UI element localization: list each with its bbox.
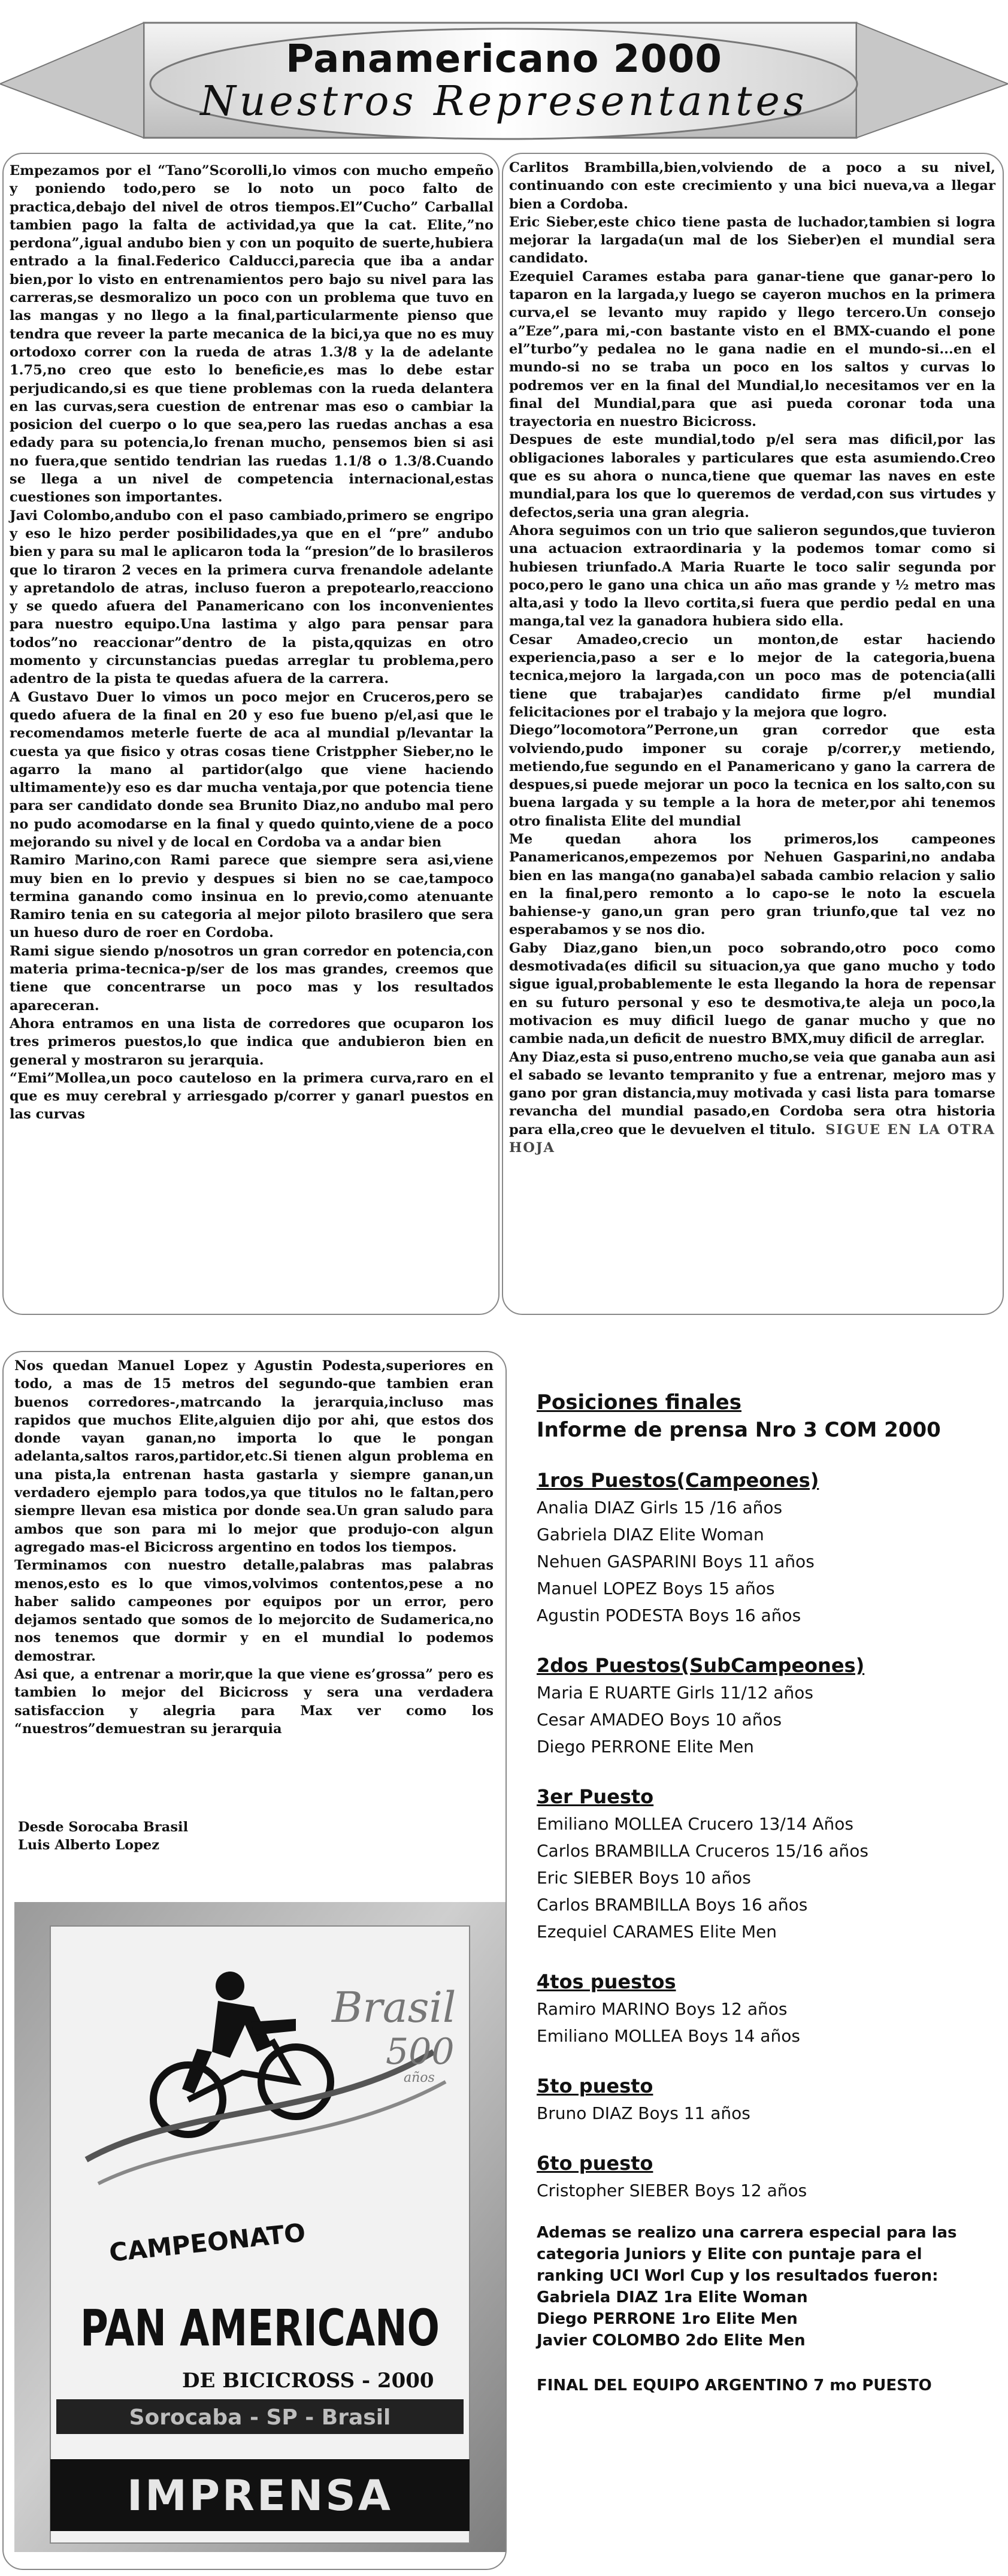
event-poster-photo (14, 1902, 505, 2552)
page-title: Panamericano 2000 (286, 37, 722, 81)
paragraph: Ahora seguimos con un trio que salieron segundos,que tuvieron una actuacion extraordinaria y la podemos tomar como si hubiesen triunfado.A Maria Ruarte le toco salir segunda por poco,pero le gano una chica un año mas grande y ½ metro mas alta,asi y todo la llevo cortita,si fuera que perdio pedal en una manga,tal vez la ganadora hubiera sido ella. (509, 522, 995, 630)
paragraph: Nos quedan Manuel Lopez y Agustin Podesta,superiores en todo, a mas de 15 metros del segundo-que tambien eran buenos corredores-,matrcando la jerarquia,incluso mas rapidos que muchos Elite,alguien dijo por ahi, que estos dos donde vayan ganan,no importa lo que le pongan adelanta,saltos raros,partidor,etc.Si tienen algun problema en una pista,la entrenan hasta gastarla y siempre ganan,un verdadero ejemplo para todos,ya que titulos no le faltan,pero siempre llevan esa mistica por donde sea.Un gran saludo para ambos que son para mi lo mejor que produjo-con algun agregado mas-el Bicicross argentino en todos los tiempos. (14, 1358, 494, 1555)
paragraph: Eric Sieber,este chico tiene pasta de luchador,tambien si logra mejorar la largada(un mal de los Sieber)en el mundial sera candidato. (509, 214, 995, 267)
results-section-heading: 4tos puestos (537, 1970, 676, 1993)
results-item: Diego PERRONE Elite Men (537, 1737, 754, 1756)
results-item: Cesar AMADEO Boys 10 años (537, 1710, 782, 1730)
continue-link[interactable]: SIGUE EN LA OTRA HOJA (509, 1121, 995, 1156)
results-item: Carlos BRAMBILLA Boys 16 años (537, 1895, 808, 1915)
results-section-heading: 1ros Puestos(Campeones) (537, 1469, 819, 1492)
poster-line4: Sorocaba - SP - Brasil (129, 2405, 391, 2430)
results-section-heading: 3er Puesto (537, 1785, 654, 1808)
paragraph: A Gustavo Duer lo vimos un poco mejor en Cruceros,pero se quedo afuera de la final en 20 y eso fue bueno p/el,asi que le recomendamos meterle fuerte de aca al mundial p/levantar la cuesta ya que fisico y otras cosas tiene Cristppher Sieber,no le agarro la mano al partidor(algo que viene haciendo ultimamente)y eso es dar mucha ventaja,por que potencia tiene para ser candidato donde sea Brunito Diaz,no andubo mal pero no pudo acomodarse en la final y quedo quinto,viene de a poco mejorando su nivel y de local en Cordoba va a andar bien (10, 689, 494, 850)
paragraph: Carlitos Brambilla,bien,volviendo de a poco a su nivel, continuando con este crecimiento y una bici nueva,va a llegar bien a Cordoba. (509, 160, 995, 212)
results-item: Maria E RUARTE Girls 11/12 años (537, 1683, 813, 1703)
results-section-heading: 2dos Puestos(SubCampeones) (537, 1654, 865, 1677)
results-item: Carlos BRAMBILLA Cruceros 15/16 años (537, 1841, 868, 1861)
paragraph: Gaby Diaz,gano bien,un poco sobrando,otro poco como desmotivada(es dificil su situacion,ya que gano mucho y todo sigue igual,probablemente le esta llegando la hora de repensar en su futuro personal y eso te desmotiva,te aleja un poco,la motivacion es muy dificil luego de ganar mucho y que no cambie nada,un deficit de nuestro BMX,muy dificil de arreglar. (509, 940, 995, 1047)
paragraph: Cesar Amadeo,crecio un monton,de estar haciendo experiencia,paso a ser e lo mejor de la categoria,buena tecnica,mejoro la largada,con un poco mas de potencia(alli tiene que trabajar)es candidato firme p/el mundial felicitaciones por el trabajo y la mejora que logro. (509, 631, 995, 720)
results-item: Bruno DIAZ Boys 11 años (537, 2103, 750, 2123)
note: Diego PERRONE 1ro Elite Men (537, 2310, 798, 2328)
article-column-3 (14, 1357, 494, 1738)
results-item: Emiliano MOLLEA Crucero 13/14 Años (537, 1814, 853, 1834)
paragraph-text: Any Diaz,esta si puso,entreno mucho,se veia que ganaba aun asi el sabado se levanto tempranito y fue a entrenar, mejoro mas y gano por gran distancia,muy motivada y casi lista para tomarse revancha del mundial pasado,en Cordoba sera otra historia para ella,creo que le devuelven el titulo. (509, 1049, 995, 1138)
byline-author: Luis Alberto Lopez (18, 1837, 160, 1853)
poster-footer: IMPRENSA (127, 2471, 393, 2520)
paragraph: Me quedan ahora los primeros,los campeones Panamericanos,empezemos por Nehuen Gasparini,no andaba bien en las manga(no ganaba)el sabada cambio relacion y salio en la final,pero remonto a lo capo-se le noto la escuela bahiense-y gano,un gran pero gran triunfo,que tal vez no esperabamos y se nos dio. (509, 831, 995, 938)
article-column-2 (509, 159, 995, 1157)
results-item: Gabriela DIAZ Elite Woman (537, 1525, 764, 1544)
poster-number: 500 (386, 2031, 455, 2073)
results-item: Analia DIAZ Girls 15 /16 años (537, 1498, 783, 1517)
paragraph: Despues de este mundial,todo p/el sera mas dificil,por las obligaciones laborales y particulares que esta asumiendo.Creo que es su ahora o nunca,tiene que quemar las naves en este mundial,para los que lo queremos de verdad,con sus virtudes y defectos,seria una gran alegria. (509, 432, 995, 521)
note: Gabriela DIAZ 1ra Elite Woman (537, 2288, 808, 2306)
page-subtitle: Nuestros Representantes (200, 78, 808, 125)
results-item: Agustin PODESTA Boys 16 años (537, 1606, 801, 1625)
paragraph: Asi que, a entrenar a morir,que la que viene es’grossa” pero es tambien lo mejor del Bicicross y sera una verdadera satisfaccion y alegria para Max ver como los “nuestros”demuestran su jerarquia (14, 1667, 494, 1737)
paragraph: Terminamos con nuestro detalle,palabras mas palabras menos,esto es lo que vimos,volvimos contentos,pese a no haber salido campeones por equipos por un error, pero dejamos sentado que somos de lo mejorcito de Sudamerica,no nos tenemos que dormir y en el mundial lo podemos demostrar. (14, 1558, 494, 1664)
article-column-1 (10, 162, 494, 1124)
results-item: Ezequiel CARAMES Elite Men (537, 1922, 777, 1942)
byline-location: Desde Sorocaba Brasil (18, 1819, 189, 1835)
results-section-heading: 6to puesto (537, 2152, 653, 2175)
results-item: Cristopher SIEBER Boys 12 años (537, 2181, 807, 2200)
results-item: Emiliano MOLLEA Boys 14 años (537, 2026, 800, 2046)
results-notes (537, 2222, 986, 2351)
paragraph: Ramiro Marino,con Rami parece que siempre sera asi,viene muy bien en lo previo y despues si bien no se cae,tampoco termina ganando como insinua en lo previo,como atenuante Ramiro tenia en su categoria al mejor piloto brasilero que sera un hueso duro de roer en Cordoba. (10, 852, 494, 941)
poster-brand: Brasil (332, 1983, 456, 2032)
paragraph: “Emi”Mollea,un poco cauteloso en la primera curva,raro en el que es muy cerebral y arriesgado p/correr y ganarl puestos en las curvas (10, 1070, 494, 1123)
results-title: Posiciones finales (537, 1390, 741, 1414)
final-team-position: FINAL DEL EQUIPO ARGENTINO 7 mo PUESTO (537, 2377, 932, 2394)
paragraph: Ahora entramos en una lista de corredores que ocuparon los tres primeros puestos,lo que indica que andubieron bien en general y mostraron su jerarquia. (10, 1015, 494, 1068)
poster-line2: PAN AMERICANO (80, 2299, 440, 2357)
byline (18, 1818, 188, 1854)
poster-line3: DE BICICROSS - 2000 (182, 2369, 434, 2393)
paragraph: Diego”locomotora”Perrone,un gran corredor que esta volviendo,pudo imponer su coraje p/correr,y metiendo, metiendo,fue segundo en el Panamericano y gano la carrera de despues,si puede mejorar un poco la tecnica en los salto,con su buena largada y su temple a la hora de meter,por ahi tenemos otro finalista Elite del mundial (509, 722, 995, 829)
paragraph: Empezamos por el “Tano”Scorolli,lo vimos con mucho empeño y poniendo todo,pero se lo noto un poco falto de practica,debajo del nivel de otros tiempos.El”Cucho” Carballal tambien pago la falta de actividad,ya que la cat. Elite,”no perdona”,igual andubo bien y con un poquito de suerte,hubiera entrado a la final.Federico Calducci,parecia que iba a andar bien,por lo visto en entrenamientos pero bajo su nivel para las carreras,se desmoralizo un poco con un problema que tuvo en las mangas y no llego a la final,particularmente pienso que tendra que reveer la parte mecanica de la bici,ya que no es muy ortodoxo correr con la rueda de atras 1.3/8 y la de adelante 1.75,no creo que esto lo beneficie,es mas lo debe estar perjudicando,si es que tiene problemas con la rueda delantera en las curvas,sera cuestion de entrenar mas eso o cambiar la posicion del cuerpo o lo que sea,pero las ruedas anchas a esa edady para su potencia,lo frenan mucho, pensemos bien si asi no fuera,que sentido tendrian las ruedas 1.1/8 o 1.3/8.Cuando se llega a un nivel de competencia internacional,estas cuestiones son importantes. (10, 163, 494, 506)
results-subtitle: Informe de prensa Nro 3 COM 2000 (537, 1418, 941, 1442)
results-item: Manuel LOPEZ Boys 15 años (537, 1579, 775, 1598)
results-panel (537, 1389, 986, 2394)
paragraph (509, 1048, 995, 1157)
poster-anos: años (404, 2070, 435, 2085)
results-item: Eric SIEBER Boys 10 años (537, 1868, 751, 1888)
note: Javier COLOMBO 2do Elite Men (537, 2332, 806, 2350)
results-item: Nehuen GASPARINI Boys 11 años (537, 1552, 815, 1571)
poster-line1: CAMPEONATO (107, 2217, 307, 2267)
results-sections (537, 1467, 986, 2204)
paragraph: Javi Colombo,andubo con el paso cambiado,primero se engripo y eso le hizo perder posibilidades,ya que en el “pre” andubo bien y para su mal le aplicaron toda la “presion”de lo brasileros que lo tiraron 2 veces en la primera curva frenandole adelante y apretandolo de atras, incluso fueron a prepotearlo,reacciono y se quedo afuera del Panamericano con los inconvenientes para nuestro equipo.Una lastima y algo para pensar para todos”no reaccionar”dentro de la pista,qquizas en otro momento y circunstancias puedas arreglar tu problema,pero adentro de la pista te quedas afuera de la carrera. (10, 507, 494, 687)
paragraph: Rami sigue siendo p/nosotros un gran corredor en potencia,con materia prima-tecnica-p/ser de los mas grandes, creemos que tiene que concentrarse un poco mas y los resultados apareceran. (10, 943, 494, 1014)
results-section-heading: 5to puesto (537, 2075, 653, 2097)
results-item: Ramiro MARINO Boys 12 años (537, 1999, 788, 2019)
paragraph: Ezequiel Carames estaba para ganar-tiene que ganar-pero lo taparon en la largada,y luego se cayeron muchos en la primera curva,el se levanto muy rapido y llego tercero.Un consejo a”Eze”,para mi,-con bastante visto en el BMX-cuando el pone el”turbo”y pedalea no le gana nadie en el mundo-si...en el mundo-si no se traba un poco en los saltos y curvas lo podremos ver en la final del Mundial,lo necesitamos ver en la final del Mundial,para que asi pueda coronar toda una trayectoria en nuestro Bicicross. (509, 268, 995, 430)
note: Ademas se realizo una carrera especial para las categoria Juniors y Elite con puntaje para el ranking UCI Worl Cup y los resultados fueron: (537, 2224, 957, 2285)
